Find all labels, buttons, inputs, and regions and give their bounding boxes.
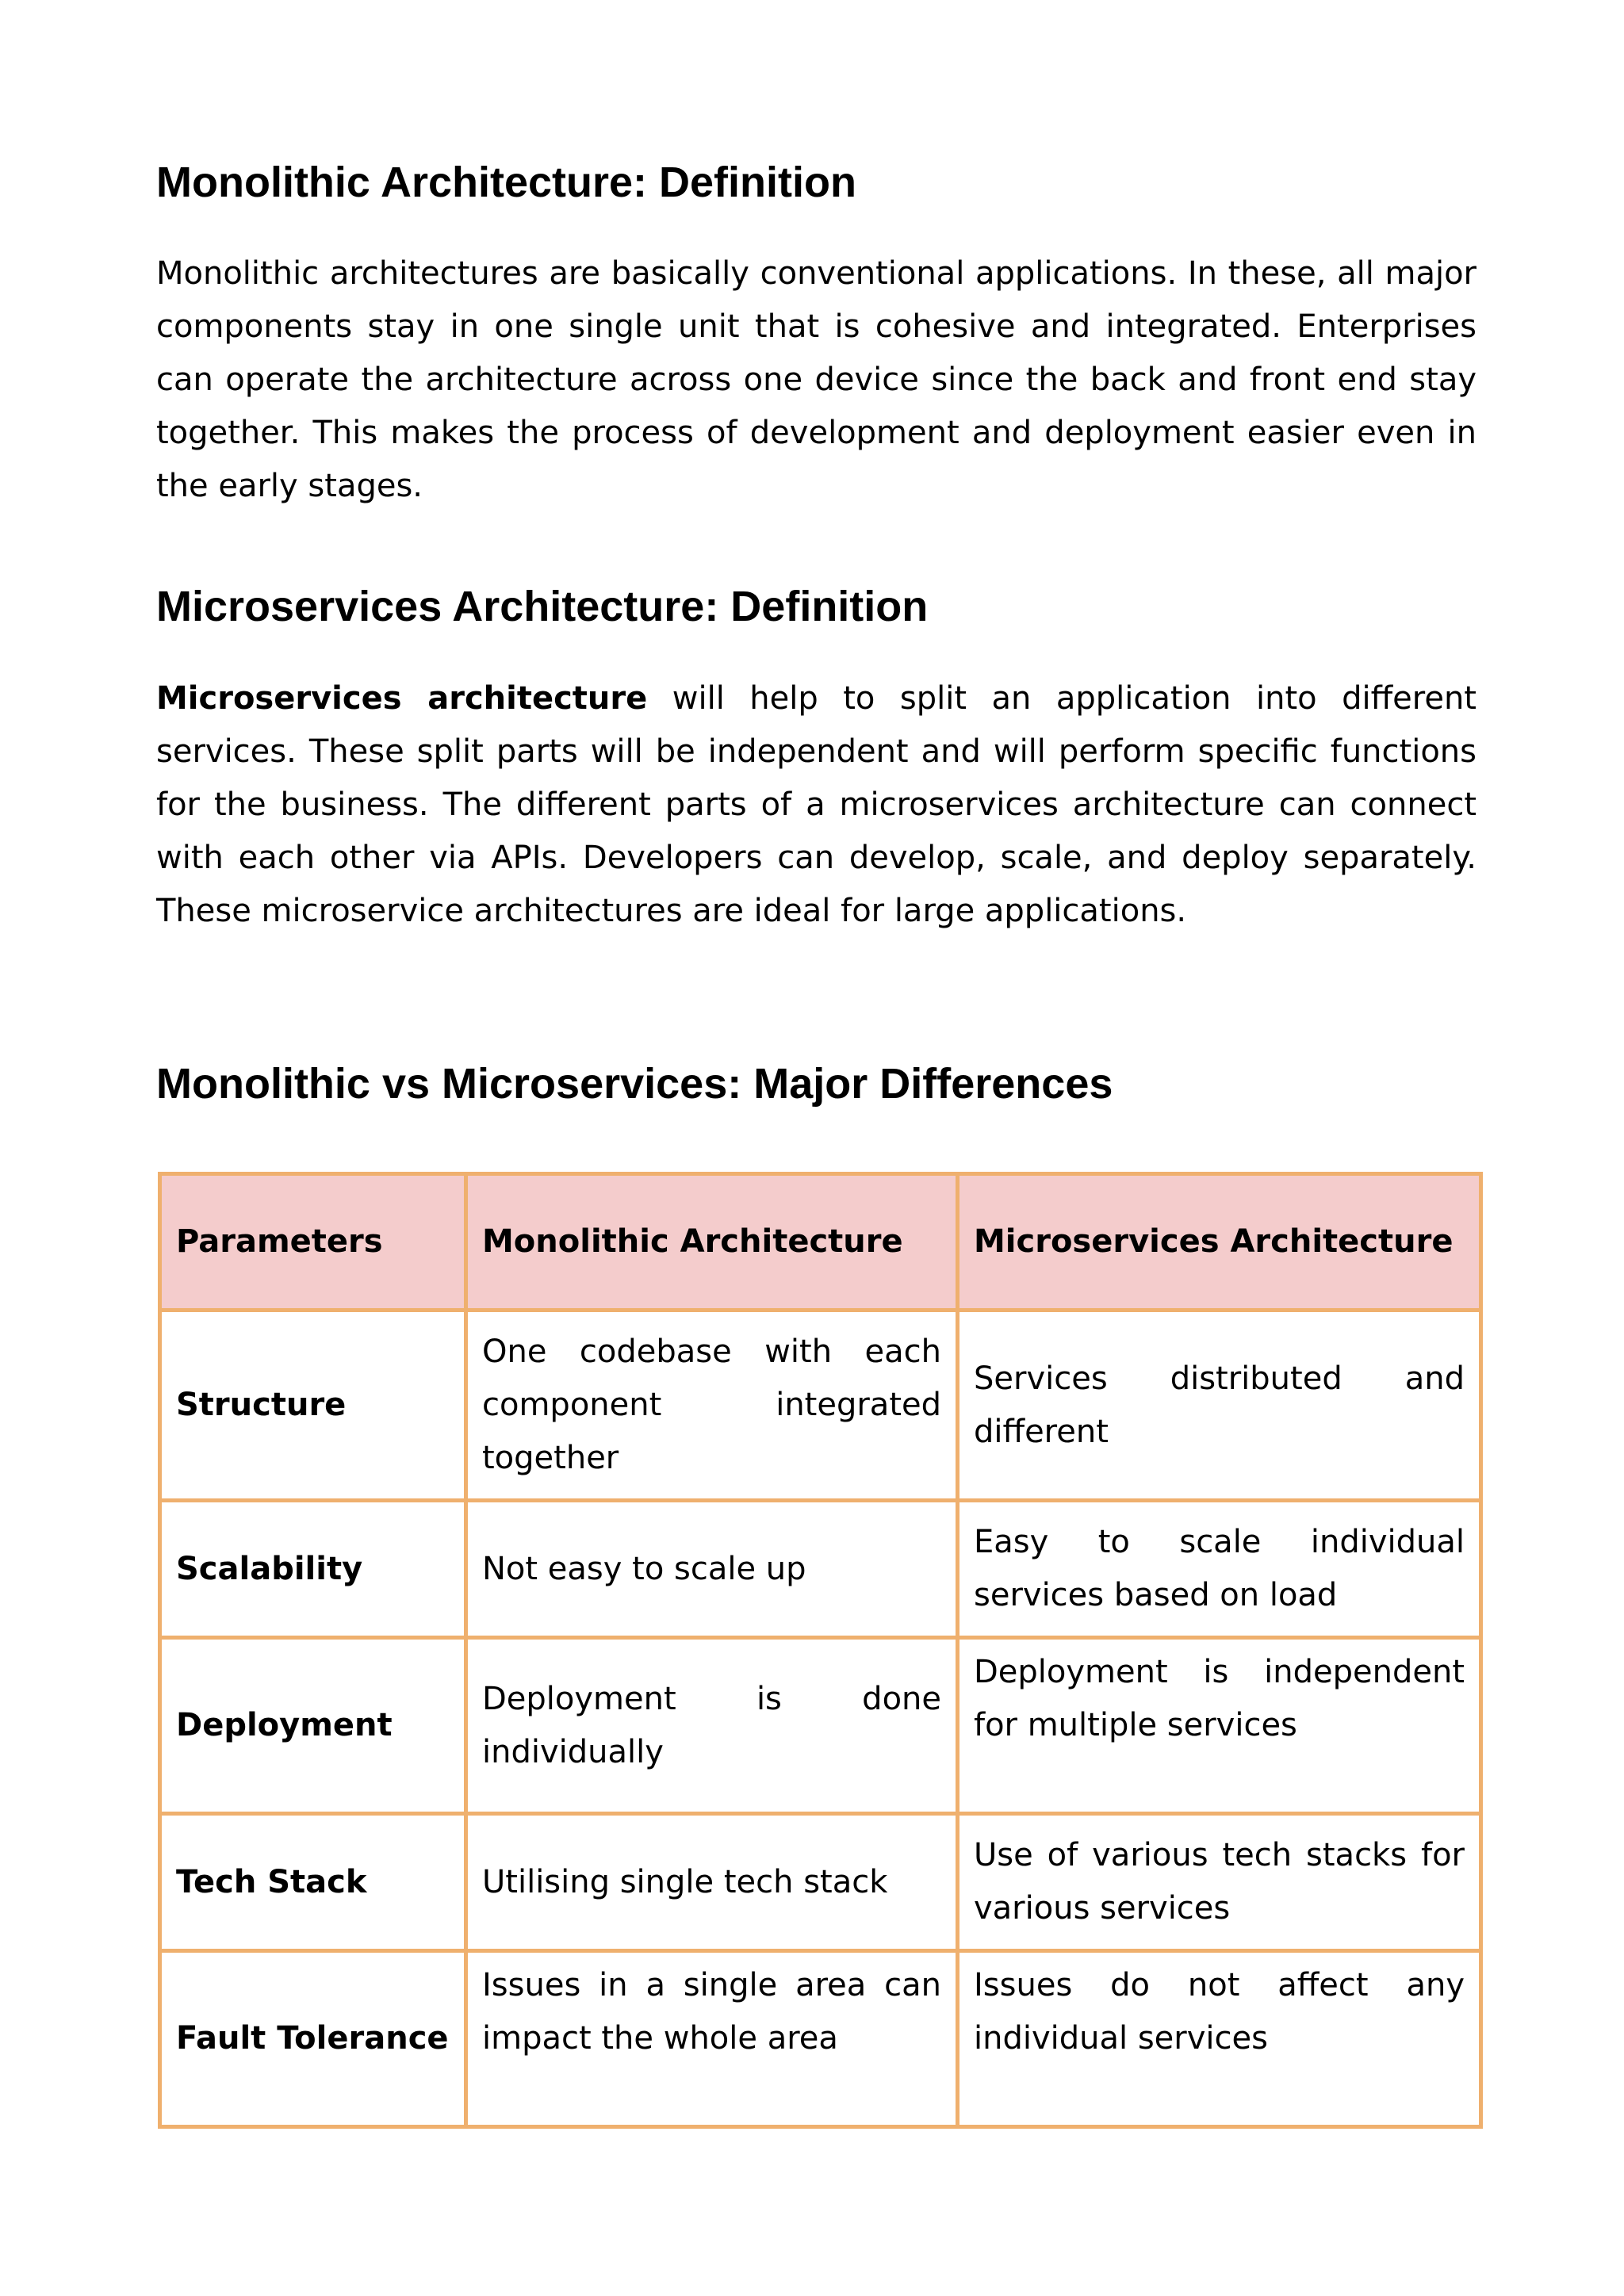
microservices-term: Microservices architecture	[156, 680, 648, 717]
row-param: Structure	[160, 1311, 466, 1501]
table-row	[160, 1311, 1481, 1501]
header-microservices: Microservices Architecture	[958, 1174, 1481, 1311]
row-monolithic: Utilising single tech stack	[466, 1814, 958, 1951]
row-microservices: Issues do not affect any individual services	[958, 1951, 1481, 2127]
microservices-paragraph-text: will help to split an application into different services. These split parts will be independent and will perform specific functions for the business. The different parts of a microservices architecture can connect with each other via APIs. Developers can develop, scale, and deploy separately. These microservice architectures are ideal for large applications.	[156, 680, 1477, 929]
monolithic-heading: Monolithic Architecture: Definition	[156, 159, 856, 206]
monolithic-paragraph: Monolithic architectures are basically conventional applications. In these, all major components stay in one single unit that is cohesive and integrated. Enterprises can operate the architecture across one device since the back and front end stay together. This makes the process of development and deployment easier even in the early stages.	[156, 255, 1477, 504]
row-microservices: Services distributed and different	[958, 1311, 1481, 1501]
table-header-row	[160, 1174, 1481, 1311]
header-parameters: Parameters	[160, 1174, 466, 1311]
row-param: Scalability	[160, 1501, 466, 1638]
header-monolithic: Monolithic Architecture	[466, 1174, 958, 1311]
microservices-heading: Microservices Architecture: Definition	[156, 583, 929, 630]
row-param: Tech Stack	[160, 1814, 466, 1951]
row-param: Deployment	[160, 1638, 466, 1814]
row-monolithic: Issues in a single area can impact the whole area	[466, 1951, 958, 2127]
table-row	[160, 1501, 1481, 1638]
differences-heading: Monolithic vs Microservices: Major Differences	[156, 1060, 1113, 1108]
row-microservices: Deployment is independent for multiple services	[958, 1638, 1481, 1814]
table-row	[160, 1638, 1481, 1814]
row-param: Fault Tolerance	[160, 1951, 466, 2127]
table-row	[160, 1814, 1481, 1951]
row-microservices: Use of various tech stacks for various services	[958, 1814, 1481, 1951]
microservices-paragraph	[156, 672, 1477, 938]
comparison-table	[158, 1172, 1483, 2129]
row-microservices: Easy to scale individual services based on load	[958, 1501, 1481, 1638]
row-monolithic: Not easy to scale up	[466, 1501, 958, 1638]
row-monolithic: One codebase with each component integrated together	[466, 1311, 958, 1501]
row-monolithic: Deployment is done individually	[466, 1638, 958, 1814]
table-row	[160, 1951, 1481, 2127]
